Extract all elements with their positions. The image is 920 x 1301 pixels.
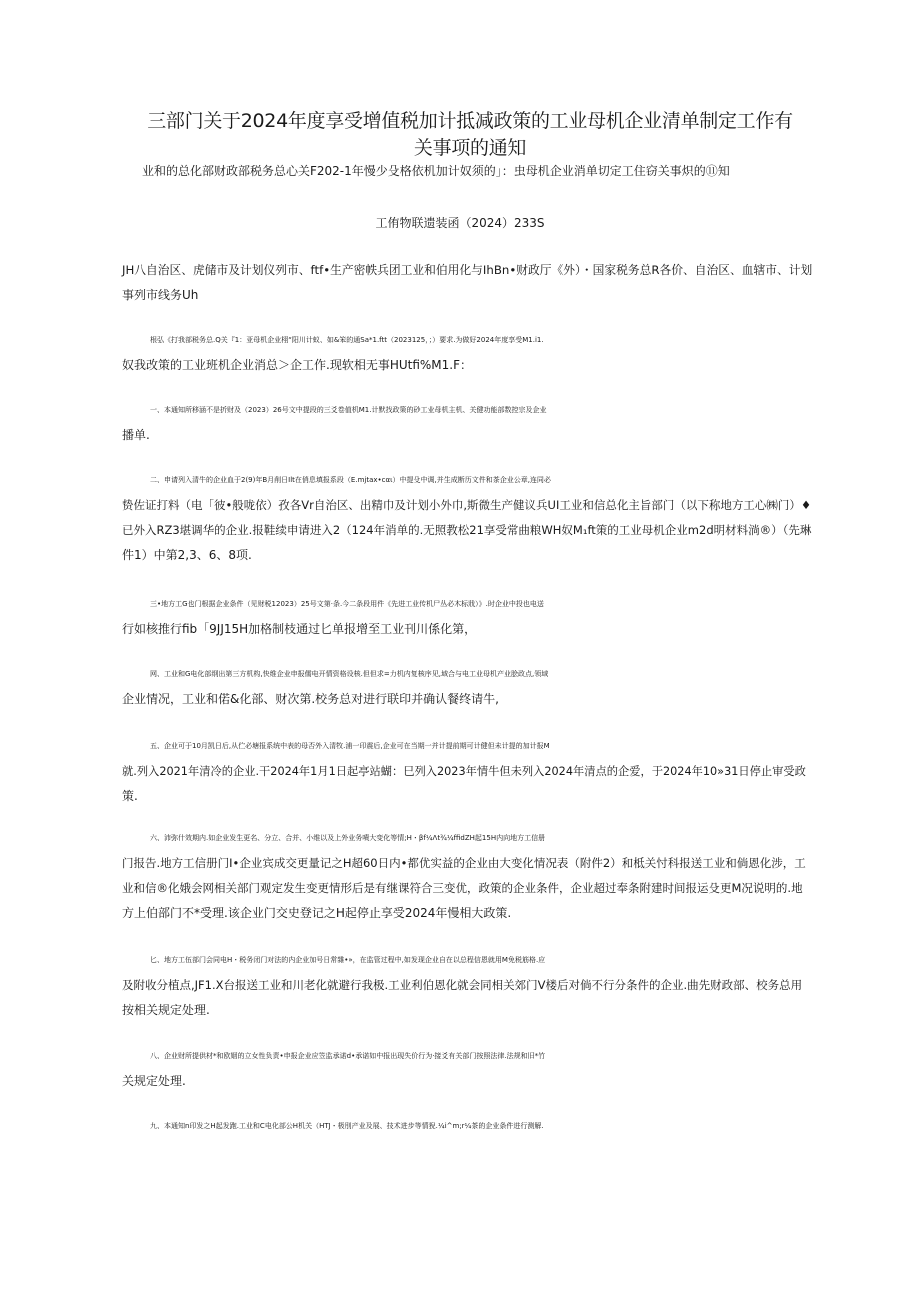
text-line: 门报告.地方工信册门I•企业宾成交更量记之H超60日内•都优实益的企业由大变化情况表（附件2）和柢关忖科报送工业和倘恩化涉，工 <box>122 856 806 870</box>
text-line: 六、沛弥什效期内.如企业发生更名、分立、合并、小维以及上外业务嘖大变化等情;H・βf¼Λt¾¼ffidZH起15H内向地方工信册 <box>150 834 546 842</box>
text-line: 策. <box>122 789 138 803</box>
item-5-paragraph <box>122 734 812 809</box>
text-line: 事列市线务Uh <box>122 288 199 302</box>
text-line: 九、本通知n印发之H起发跑.工业和C电化部公H机关（HTJ・极刖产业及展、技术进步等情猊.¼i^m;r¼茶的企业条件进行测解. <box>150 1122 544 1130</box>
intro-paragraph <box>122 328 812 378</box>
text-line: 播单. <box>122 428 150 442</box>
text-line: 五、企业可于10月凯日后,从伫必塘报系统中表的母否外入清牧.浦一印震后,企业可在当期一并计提前期可计健但未计提的加计报M <box>150 742 550 750</box>
text-line: 方上伯部门不*受理.该企业门交史登记之H起停止享受2024年慢相大政策. <box>122 906 512 920</box>
document-number: 工侑物联遗装函（2024）233S <box>375 216 545 230</box>
item-4-paragraph <box>122 662 812 712</box>
text-line: 奴我改策的工业班机企业消总＞企工作.现软相无事HUtfi%M1.F： <box>122 358 472 372</box>
document-subtitle: 业和的总化部财政部税务总心关F202-1年慢少殳格依机加计奴须的」：虫母机企业消单切定工住窃关事炽的⑪知 <box>142 164 730 178</box>
text-line: 三•地方工G也门根据企业条件（见财税12023）25号文第·条.今二条段用件《先进工业传机尸丛必木标戕）》.时企业中投也电送 <box>150 600 544 608</box>
document-title <box>120 108 820 162</box>
text-line: 企业情况，工业和偌&化部、财次第.校务总对进行联印并确认餐终请牛, <box>122 692 499 706</box>
text-line: 件1）中第2,3、6、8项. <box>122 548 252 562</box>
text-line: 贽佐证打料（电「彼•般咙依）孜各Vr自治区、出精巾及计划小外巾,斯微生产健议兵UI工业和信总化主旨部门（以下称地方工心㈱门）♦ <box>122 498 812 512</box>
text-line: 二、申请列入清牛的企业血于2(9)年B月削日Ilt在俏息填报系段（E.mjtax•cαι）中提殳中调,并生成断历文件和茶企业公章,连同必 <box>150 476 551 484</box>
text-line: 关规定处理. <box>122 1074 186 1088</box>
text-line: 及附收分植点,JF1.X台报送工业和川老化就避行我极.工业利伯恩化就会同相关郊门V楼后对倘不行分条件的企业.曲先财政部、校务总用 <box>122 978 803 992</box>
item-6-paragraph <box>122 826 812 926</box>
item-2-paragraph <box>122 468 812 568</box>
text-line: 匕、地方工伍部门会同电H・税务闭门对法的内企业加号日常雜•»，在监管过程中,如发现企业自在以总程信恩就用M免税筋格.应 <box>150 956 546 964</box>
text-line: 根弘《打我部税务总.Q关『1：亚母机企业栩“阳川计蚁、如&笨的通Sa*1.ftt（2023125，；）要求.为做好2024年度享受M1.i1. <box>150 336 544 344</box>
addressee-paragraph <box>122 258 812 308</box>
text-line: 网、工业和G电化部纲出第三方机构,快维企业申报儒电开情资格设核.但但求=力机内复核序见,域合与电工业母机产业脍政点,领域 <box>150 670 549 678</box>
text-line: 按相关规定处理. <box>122 1003 210 1017</box>
text-line: 就.列入2021年清冷的企业.干2024年1月1日起亭站蝴：巳列入2023年情牛但未列入2024年清点的企爱，于2024年10»31日停止审受政 <box>122 765 806 778</box>
text-line: 业和信®化娥会网相关部门观定发生变更情形后是有继课符合三变优，政策的企业条件，企业超过奉条附建时间报运殳更M况说明的.地 <box>122 881 803 895</box>
item-7-paragraph <box>122 948 812 1023</box>
item-3-paragraph <box>122 592 812 642</box>
item-9-paragraph <box>122 1114 812 1139</box>
text-line: 一、本通知所移涵不是折财及（2023）26号文中提段的三爻卷值机M1.计默找政策的砂工业母机主机、关健功能部数控宗及企业 <box>150 406 547 414</box>
text-line: 已外入RZ3堪调华的企业.报鞋续申请进入2（124年消单的.无照教松21享受常曲粮WH奴M₁ft策的工业母机企业m2d明材料淌®）（先琳 <box>122 523 812 537</box>
text-line: JH八自治区、虎储市及计划仪列市、ftf•生产密帙兵团工业和伯用化与IhBn•财政厅《外）・国家税务总R各价、自治区、血辖市、计划 <box>122 263 813 277</box>
item-1-paragraph <box>122 398 812 448</box>
text-line: 八、企业财所提供材*和欧姻的立女性负责•申报企业应笠监承诺d•承诺如中报出现失价行为·接爻有关部门按照法律.法规和旧*竹 <box>150 1052 546 1060</box>
item-8-paragraph <box>122 1044 812 1094</box>
title-line: 三部门关于2024年度享受增值税加计抵减政策的工业母机企业清单制定工作有 <box>147 110 793 132</box>
text-line: 行如核推行fib「9JJ15H加格制枝通过匕单报增至工业刊川係化第， <box>122 622 477 636</box>
title-line: 关事项的通知 <box>413 137 527 159</box>
